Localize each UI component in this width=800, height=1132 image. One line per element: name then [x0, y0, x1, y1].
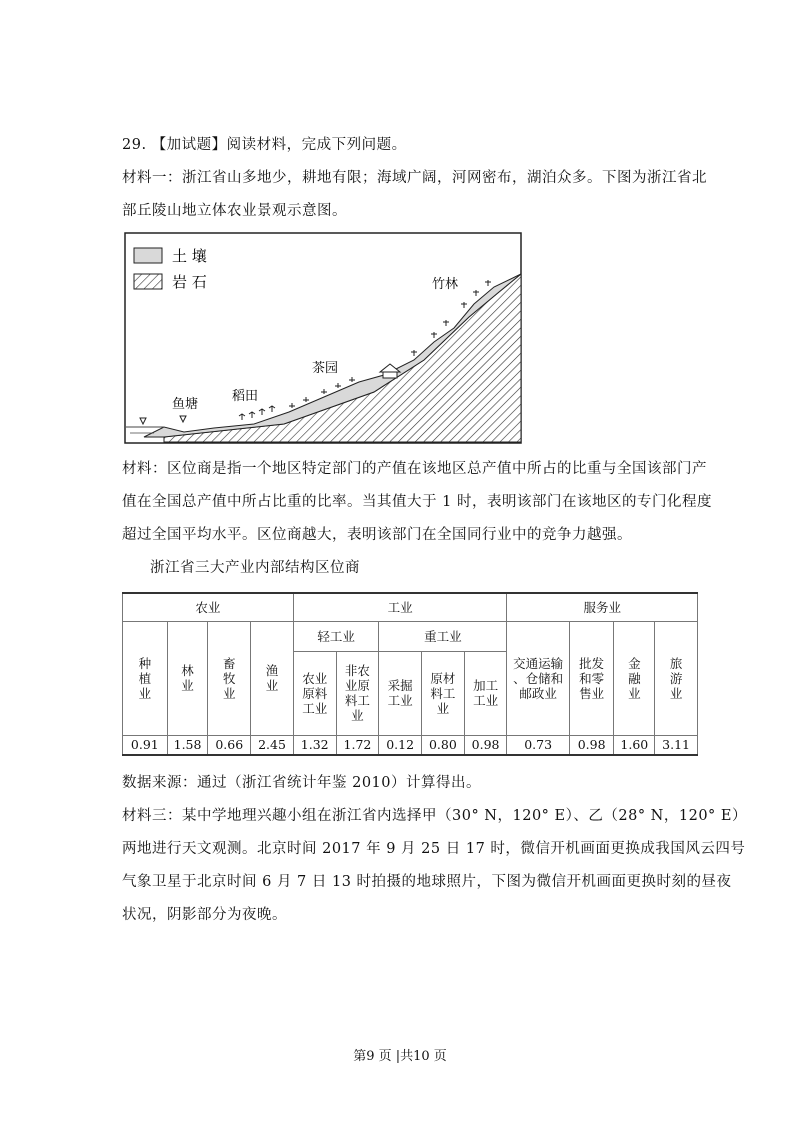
col-raw-material: 原材 料工 业	[422, 651, 465, 735]
group-service: 服务业	[507, 593, 698, 621]
value-cell: 0.73	[507, 735, 569, 755]
material2-line2: 值在全国总产值中所占比重的比率。当其值大于 1 时，表明该部门在该地区的专门化程度	[122, 494, 712, 510]
col-fishery: 渔 业	[251, 621, 294, 735]
legend-soil-swatch	[134, 248, 162, 263]
legend-rock-swatch	[134, 274, 162, 289]
value-cell: 1.58	[167, 735, 208, 755]
value-cell: 3.11	[655, 735, 698, 755]
col-animal-husbandry: 畜 牧 业	[208, 621, 251, 735]
legend-rock-label: 岩 石	[172, 273, 207, 291]
value-row	[123, 735, 698, 755]
rice-field-label: 稻田	[232, 389, 259, 404]
table-title: 浙江省三大产业内部结构区位商	[150, 560, 360, 576]
material2-line3: 超过全国平均水平。区位商越大，表明该部门在全国同行业中的竞争力越强。	[122, 527, 632, 543]
terrain-diagram	[124, 232, 522, 444]
value-cell: 1.72	[336, 735, 379, 755]
fish-pond-label: 鱼塘	[172, 397, 199, 412]
question-number: 29.	[122, 137, 147, 153]
col-planting: 种 植 业	[123, 621, 168, 735]
material2-line1: 材料：区位商是指一个地区特定部门的产值在该地区总产值中所占的比重与全国该部门产	[122, 461, 707, 477]
value-cell: 0.80	[422, 735, 465, 755]
material3-line1: 材料三：某中学地理兴趣小组在浙江省内选择甲（30° N，120° E）、乙（28° N，120° E）	[122, 808, 747, 824]
tea-garden-label: 茶园	[312, 361, 339, 376]
value-cell: 0.66	[208, 735, 251, 755]
value-cell: 0.98	[569, 735, 614, 755]
col-non-agri-material-industry: 非农 业原 料工 业	[336, 651, 379, 735]
bamboo-label: 竹林	[432, 277, 459, 292]
question-prompt: 【加试题】阅读材料，完成下列问题。	[151, 137, 407, 153]
material3-line3: 气象卫星于北京时间 6 月 7 日 13 时拍摄的地球照片，下图为微信开机画面更换时刻的昼夜	[122, 874, 732, 890]
value-cell: 2.45	[251, 735, 294, 755]
col-transport: 交通运输 、仓储和 邮政业	[507, 621, 569, 735]
col-processing: 加工 工业	[464, 651, 507, 735]
group-industry: 工业	[293, 593, 507, 621]
question-heading	[122, 133, 407, 154]
location-quotient-table	[122, 592, 698, 756]
col-finance: 金 融 业	[614, 621, 655, 735]
value-cell: 0.91	[123, 735, 168, 755]
subgroup-heavy: 重工业	[379, 621, 507, 651]
value-cell: 1.60	[614, 735, 655, 755]
value-cell: 0.12	[379, 735, 422, 755]
col-tourism: 旅 游 业	[655, 621, 698, 735]
group-agriculture: 农业	[123, 593, 294, 621]
value-cell: 1.32	[293, 735, 336, 755]
value-cell: 0.98	[464, 735, 507, 755]
material1-line2: 部丘陵山地立体农业景观示意图。	[122, 203, 347, 219]
col-forestry: 林 业	[167, 621, 208, 735]
col-mining: 采掘 工业	[379, 651, 422, 735]
page-footer: 第9 页 |共10 页	[353, 1049, 447, 1064]
legend-soil-label: 土 壤	[172, 247, 207, 265]
col-wholesale: 批发 和零 售业	[569, 621, 614, 735]
col-agri-material-industry: 农业 原料 工业	[293, 651, 336, 735]
subgroup-light: 轻工业	[293, 621, 378, 651]
material3-line2: 两地进行天文观测。北京时间 2017 年 9 月 25 日 17 时，微信开机画面更换成我国风云四号	[122, 841, 746, 857]
material1-line1: 材料一：浙江省山多地少，耕地有限；海域广阔，河网密布，湖泊众多。下图为浙江省北	[122, 170, 707, 186]
material3-line4: 状况，阴影部分为夜晚。	[122, 907, 287, 923]
data-source: 数据来源：通过（浙江省统计年鉴 2010）计算得出。	[122, 775, 482, 791]
